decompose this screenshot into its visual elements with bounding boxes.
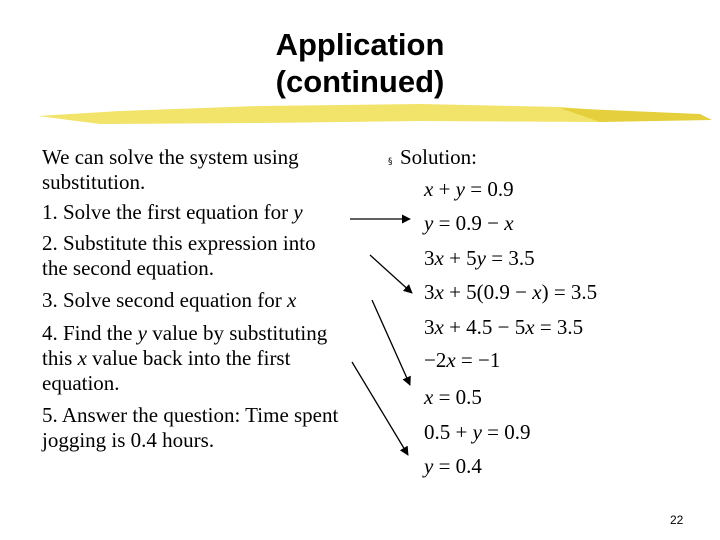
italic-variable: x bbox=[434, 246, 444, 270]
italic-variable: x bbox=[434, 315, 444, 339]
text-run: 4. Find the bbox=[42, 321, 138, 345]
italic-variable: x bbox=[424, 177, 434, 201]
text-run: + 4.5 − 5 bbox=[443, 315, 526, 339]
bullet-icon: § bbox=[388, 157, 393, 167]
text-run: equation. bbox=[42, 371, 120, 395]
slide-title-line-1: Application bbox=[275, 27, 445, 62]
text-run: We can solve the system using bbox=[42, 145, 299, 169]
italic-variable: x bbox=[525, 315, 535, 339]
text-run: = 0.9 − bbox=[433, 211, 505, 235]
text-run: jogging is 0.4 hours. bbox=[42, 428, 215, 452]
text-run: value by substituting bbox=[147, 321, 328, 345]
page-number: 22 bbox=[670, 513, 684, 527]
text-run: = 3.5 bbox=[534, 315, 584, 339]
text-run: + bbox=[433, 177, 456, 201]
italic-variable: x bbox=[446, 348, 456, 372]
text-run: ) = 3.5 bbox=[541, 280, 598, 304]
text-run: = 0.9 bbox=[481, 420, 531, 444]
italic-variable: y bbox=[455, 177, 465, 201]
text-run: 3 bbox=[424, 246, 435, 270]
text-run: 3 bbox=[424, 315, 435, 339]
text-run: 3. Solve second equation for bbox=[42, 288, 287, 312]
italic-variable: y bbox=[137, 321, 147, 345]
arrow-step-3 bbox=[372, 300, 410, 385]
italic-variable: x bbox=[532, 280, 542, 304]
italic-variable: x bbox=[504, 211, 514, 235]
text-run: value back into the first bbox=[86, 346, 291, 370]
arrow-step-4 bbox=[352, 362, 408, 455]
text-run: 2. Substitute this expression into bbox=[42, 231, 316, 255]
text-run: 0.5 + bbox=[424, 420, 473, 444]
italic-variable: x bbox=[424, 385, 434, 409]
italic-variable: x bbox=[286, 288, 297, 312]
text-run: this bbox=[42, 346, 78, 370]
slide-title-line-2: (continued) bbox=[275, 64, 445, 99]
text-run: = 0.9 bbox=[465, 177, 514, 201]
italic-variable: y bbox=[424, 454, 434, 478]
text-run: 5. Answer the question: Time spent bbox=[42, 403, 339, 427]
text-run: substitution. bbox=[42, 170, 146, 194]
italic-variable: y bbox=[293, 200, 303, 224]
solution-label: Solution: bbox=[400, 145, 478, 169]
italic-variable: y bbox=[424, 211, 434, 235]
text-run: + 5 bbox=[443, 246, 477, 270]
arrow-step-2 bbox=[370, 255, 412, 293]
text-run: the second equation. bbox=[42, 256, 215, 280]
text-run: + 5(0.9 − bbox=[443, 280, 533, 304]
text-run: 1. Solve the first equation for bbox=[42, 200, 294, 224]
text-run: = 3.5 bbox=[486, 246, 535, 270]
italic-variable: y bbox=[476, 246, 486, 270]
italic-variable: y bbox=[472, 420, 482, 444]
text-run: = −1 bbox=[455, 348, 501, 372]
italic-variable: x bbox=[77, 346, 87, 370]
text-run: −2 bbox=[424, 348, 447, 372]
italic-variable: x bbox=[434, 280, 444, 304]
text-run: 3 bbox=[424, 280, 435, 304]
text-run: = 0.5 bbox=[433, 385, 482, 409]
text-run: = 0.4 bbox=[433, 454, 482, 478]
